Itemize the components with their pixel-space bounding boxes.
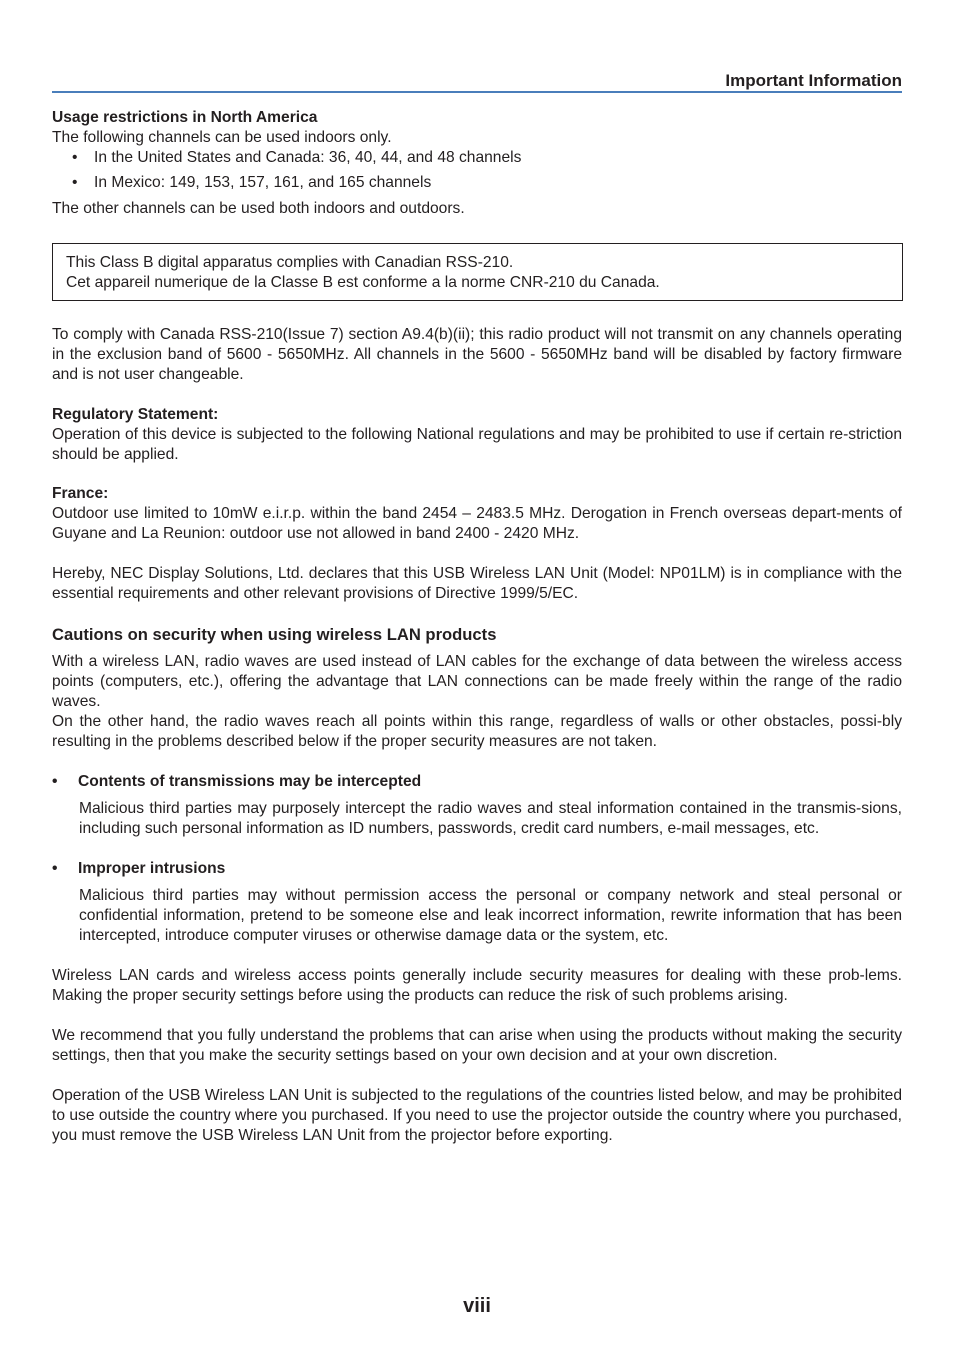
caution-item-text: Malicious third parties may purposely intercept the radio waves and steal information contained in the transmis-sions, including such personal information as ID numbers, passwords, credit card numbers, e-mail messages, etc. xyxy=(79,800,902,837)
caution-item-text: Malicious third parties may without permission access the personal or company network and steal personal or confidential information, pretend to be someone else and leak incorrect information, rewrite information that has been intercepted, introduce computer viruses or otherwise damage data or the system, etc. xyxy=(79,887,902,944)
bullet-icon: • xyxy=(72,149,78,166)
canada-compliance-box xyxy=(52,243,903,301)
north-america-outro: The other channels can be used both indoors and outdoors. xyxy=(52,200,465,217)
declaration-paragraph: Hereby, NEC Display Solutions, Ltd. declares that this USB Wireless LAN Unit (Model: NP01LM) is in compliance with the essential requirements and other relevant provisions of Directive 1999/5/EC. xyxy=(52,565,902,602)
cautions-paragraph-4: We recommend that you fully understand the problems that can arise when using the products without making the security settings, then that you make the security settings based on your own decision and at your own discretion. xyxy=(52,1027,902,1064)
france-text: Outdoor use limited to 10mW e.i.r.p. within the band 2454 – 2483.5 MHz. Derogation in French overseas depart-ments of Guyane and La Reunion: outdoor use not allowed in band 2400 - 2420 MHz. xyxy=(52,505,902,542)
page-header xyxy=(52,71,902,93)
canada-rss-paragraph: To comply with Canada RSS-210(Issue 7) section A9.4(b)(ii); this radio product will not transmit on any channels operating in the exclusion band of 5600 - 5650MHz. All channels in the 5600 - 5650MHz band will be disabled by factory firmware and is not user changeable. xyxy=(52,326,902,383)
cautions-heading: Cautions on security when using wireless LAN products xyxy=(52,625,497,644)
cautions-paragraph-3: Wireless LAN cards and wireless access points generally include security measures for dealing with these prob-lems. Making the proper security settings before using the products can reduce the risk of such problems arising. xyxy=(52,967,902,1004)
bullet-icon: • xyxy=(52,860,58,877)
regulatory-text: Operation of this device is subjected to the following National regulations and may be prohibited to use if certain re-striction should be applied. xyxy=(52,426,902,463)
caution-item-title: Contents of transmissions may be intercepted xyxy=(78,773,422,790)
bullet-icon: • xyxy=(72,174,78,191)
box-line-english: This Class B digital apparatus complies with Canadian RSS-210. xyxy=(66,254,514,271)
cautions-paragraph-1: With a wireless LAN, radio waves are used instead of LAN cables for the exchange of data between the wireless access points (computers, etc.), offering the advantage that LAN connections can be made freely within the range of the radio waves. xyxy=(52,653,902,710)
regulatory-heading: Regulatory Statement: xyxy=(52,406,219,423)
list-item-text: In the United States and Canada: 36, 40, 44, and 48 channels xyxy=(94,149,522,166)
box-line-french: Cet appareil numerique de la Classe B est conforme a la norme CNR-210 du Canada. xyxy=(66,274,660,291)
north-america-intro: The following channels can be used indoors only. xyxy=(52,129,392,146)
page-number: viii xyxy=(463,1295,491,1317)
cautions-paragraph-5: Operation of the USB Wireless LAN Unit is subjected to the regulations of the countries listed below, and may be prohibited to use outside the country where you purchased. If you need to use the projector outside the country where you purchased, you must remove the USB Wireless LAN Unit from the projector before exporting. xyxy=(52,1087,902,1144)
caution-item-title: Improper intrusions xyxy=(78,860,226,877)
north-america-heading: Usage restrictions in North America xyxy=(52,109,318,126)
header-title: Important Information xyxy=(725,71,902,90)
bullet-icon: • xyxy=(52,773,58,790)
france-heading: France: xyxy=(52,485,109,502)
list-item-text: In Mexico: 149, 153, 157, 161, and 165 channels xyxy=(94,174,432,191)
cautions-paragraph-2: On the other hand, the radio waves reach all points within this range, regardless of walls or other obstacles, possi-bly resulting in the problems described below if the proper security measures are not taken. xyxy=(52,713,902,750)
